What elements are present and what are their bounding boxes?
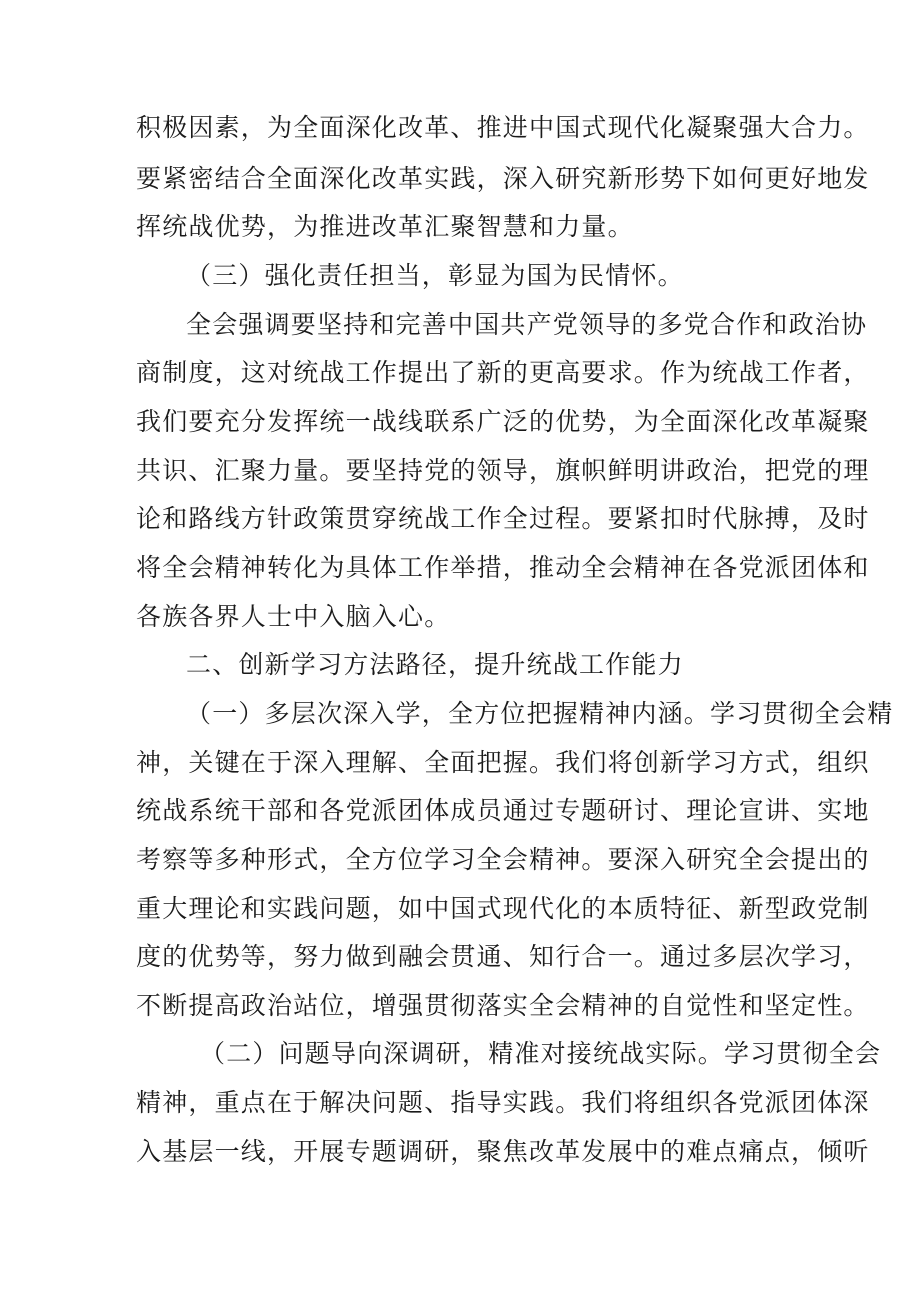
- section-heading: （三）强化责任担当，彰显为国为民情怀。: [186, 261, 684, 290]
- paragraph-line: 我们要充分发挥统一战线联系广泛的优势，为全面深化改革凝聚: [136, 407, 870, 436]
- paragraph-line: 挥统战优势，为推进改革汇聚智慧和力量。: [136, 212, 634, 241]
- paragraph-line: 将全会精神转化为具体工作举措，推动全会精神在各党派团体和: [136, 553, 870, 582]
- paragraph-line: 神，关键在于深入理解、全面把握。我们将创新学习方式，组织: [136, 748, 870, 777]
- paragraph-line: 统战系统干部和各党派团体成员通过专题研讨、理论宣讲、实地: [136, 796, 870, 825]
- paragraph-line: 度的优势等，努力做到融会贯通、知行合一。通过多层次学习，: [136, 942, 870, 971]
- paragraph-line: 全会强调要坚持和完善中国共产党领导的多党合作和政治协: [186, 310, 868, 339]
- paragraph-line: 不断提高政治站位，增强贯彻落实全会精神的自觉性和坚定性。: [136, 991, 870, 1020]
- paragraph-line: 商制度，这对统战工作提出了新的更高要求。作为统战工作者，: [136, 358, 870, 387]
- paragraph-line: （二）问题导向深调研，精准对接统战实际。学习贯彻全会: [200, 1039, 882, 1068]
- paragraph-line: 共识、汇聚力量。要坚持党的领导，旗帜鲜明讲政治，把党的理: [136, 456, 870, 485]
- section-heading: 二、创新学习方法路径，提升统战工作能力: [186, 650, 684, 679]
- paragraph-line: 要紧密结合全面深化改革实践，深入研究新形势下如何更好地发: [136, 164, 870, 193]
- paragraph-line: 精神，重点在于解决问题、指导实践。我们将组织各党派团体深: [136, 1088, 870, 1117]
- paragraph-line: 重大理论和实践问题，如中国式现代化的本质特征、新型政党制: [136, 894, 870, 923]
- paragraph-line: 积极因素，为全面深化改革、推进中国式现代化凝聚强大合力。: [136, 113, 870, 142]
- paragraph-line: 入基层一线，开展专题调研，聚焦改革发展中的难点痛点，倾听: [136, 1137, 870, 1166]
- paragraph-line: 论和路线方针政策贯穿统战工作全过程。要紧扣时代脉搏，及时: [136, 504, 870, 533]
- paragraph-line: （一）多层次深入学，全方位把握精神内涵。学习贯彻全会精: [186, 699, 894, 728]
- paragraph-line: 各族各界人士中入脑入心。: [136, 602, 451, 631]
- paragraph-line: 考察等多种形式，全方位学习全会精神。要深入研究全会提出的: [136, 845, 870, 874]
